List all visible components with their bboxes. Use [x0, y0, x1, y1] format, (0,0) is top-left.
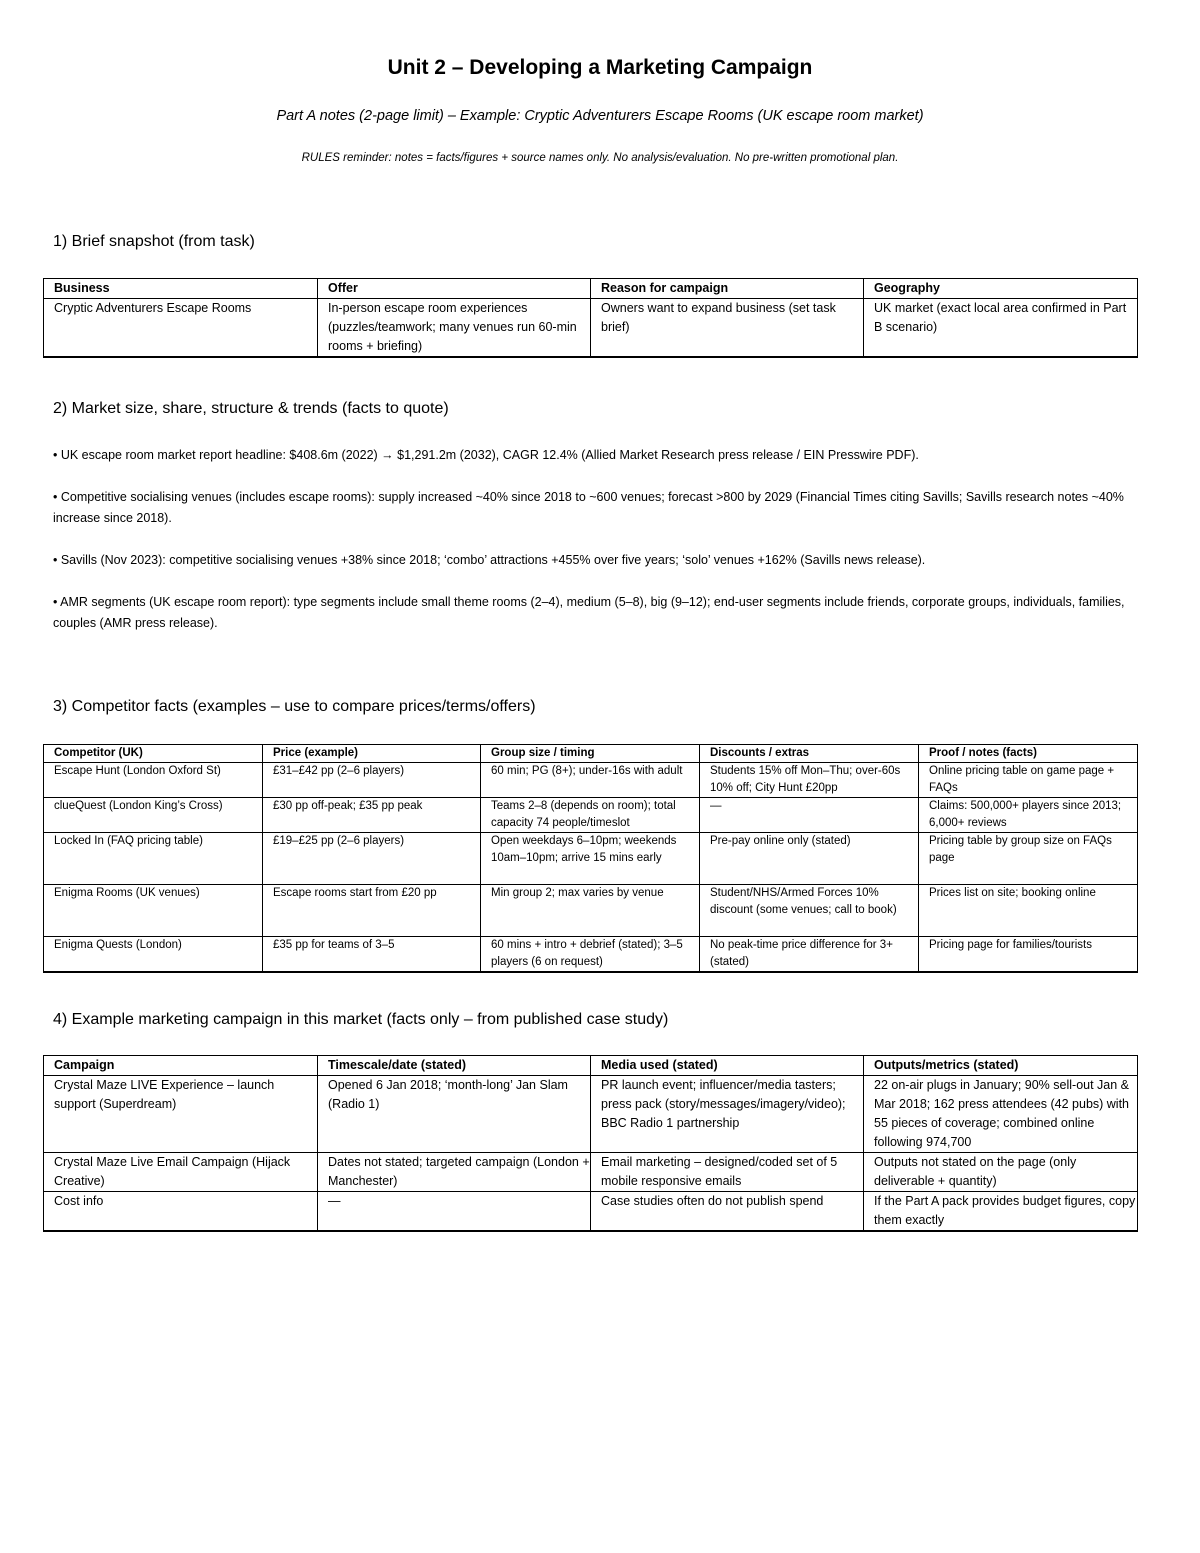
table-cell: Pricing table by group size on FAQs page [919, 833, 1138, 885]
table-cell: Pricing page for families/tourists [919, 937, 1138, 973]
table-row [44, 833, 1138, 885]
header-cell: Offer [318, 279, 591, 299]
table-cell: Teams 2–8 (depends on room); total capacity 74 people/timeslot [481, 798, 700, 833]
table-cell: Online pricing table on game page + FAQs [919, 763, 1138, 798]
table-cell: 60 mins + intro + debrief (stated); 3–5 players (6 on request) [481, 937, 700, 973]
header-cell: Proof / notes (facts) [919, 745, 1138, 763]
header-cell: Geography [864, 279, 1138, 299]
table-row [44, 885, 1138, 937]
table-header-row [44, 745, 1138, 763]
table-cell: — [700, 798, 919, 833]
campaign-table [43, 1055, 1138, 1232]
bullet-item: • AMR segments (UK escape room report): type segments include small theme rooms (2–4), medium (5–8), big (9–12); end-user segments include friends, corporate groups, individuals, families, couples (AMR press release). [53, 595, 1125, 630]
table-cell: Escape rooms start from £20 pp [263, 885, 481, 937]
header-cell: Campaign [44, 1056, 318, 1076]
table-cell: Pre-pay online only (stated) [700, 833, 919, 885]
table-cell: UK market (exact local area confirmed in Part B scenario) [864, 299, 1138, 358]
table-cell: £30 pp off-peak; £35 pp peak [263, 798, 481, 833]
document-title: Unit 2 – Developing a Marketing Campaign [387, 56, 813, 79]
table-cell: Outputs not stated on the page (only deliverable + quantity) [864, 1153, 1138, 1192]
table-cell: — [318, 1192, 591, 1232]
table-cell: Student/NHS/Armed Forces 10% discount (some venues; call to book) [700, 885, 919, 937]
table-cell: Owners want to expand business (set task brief) [591, 299, 864, 358]
table-cell: Case studies often do not publish spend [591, 1192, 864, 1232]
snapshot-table [43, 278, 1138, 358]
table-header-row [44, 1056, 1138, 1076]
table-cell: Cryptic Adventurers Escape Rooms [44, 299, 318, 358]
table-row [44, 1192, 1138, 1232]
document-subtitle: Part A notes (2-page limit) – Example: Cryptic Adventurers Escape Rooms (UK escape room market) [276, 108, 924, 124]
table-cell: Crystal Maze LIVE Experience – launch support (Superdream) [44, 1076, 318, 1153]
table-row [44, 1076, 1138, 1153]
bullet-item: • Savills (Nov 2023): competitive socialising venues +38% since 2018; ‘combo’ attractions +455% over five years; ‘solo’ venues +162% (Savills news release). [53, 553, 926, 567]
section-4-heading: 4) Example marketing campaign in this market (facts only – from published case study) [53, 1011, 669, 1028]
table-cell: Prices list on site; booking online [919, 885, 1138, 937]
rules-reminder: RULES reminder: notes = facts/figures + source names only. No analysis/evaluation. No pre-written promotional plan. [301, 152, 899, 164]
header-cell: Price (example) [263, 745, 481, 763]
competitor-table [43, 744, 1138, 973]
table-cell: £31–£42 pp (2–6 players) [263, 763, 481, 798]
table-cell: No peak-time price difference for 3+ (stated) [700, 937, 919, 973]
table-cell: Opened 6 Jan 2018; ‘month-long’ Jan Slam (Radio 1) [318, 1076, 591, 1153]
table-cell: Escape Hunt (London Oxford St) [44, 763, 263, 798]
table-cell: 60 min; PG (8+); under-16s with adult [481, 763, 700, 798]
table-cell: Email marketing – designed/coded set of 5 mobile responsive emails [591, 1153, 864, 1192]
table-cell: Locked In (FAQ pricing table) [44, 833, 263, 885]
header-cell: Media used (stated) [591, 1056, 864, 1076]
table-row [44, 937, 1138, 973]
header-cell: Business [44, 279, 318, 299]
table-cell: 22 on-air plugs in January; 90% sell-out Jan & Mar 2018; 162 press attendees (42 pubs) with 55 pieces of coverage; combined online following 974,700 [864, 1076, 1138, 1153]
table-cell: Students 15% off Mon–Thu; over-60s 10% off; City Hunt £20pp [700, 763, 919, 798]
header-cell: Reason for campaign [591, 279, 864, 299]
header-cell: Timescale/date (stated) [318, 1056, 591, 1076]
table-cell: Enigma Rooms (UK venues) [44, 885, 263, 937]
table-cell: £35 pp for teams of 3–5 [263, 937, 481, 973]
table-cell: Claims: 500,000+ players since 2013; 6,000+ reviews [919, 798, 1138, 833]
header-cell: Discounts / extras [700, 745, 919, 763]
table-header-row [44, 279, 1138, 299]
table-cell: Open weekdays 6–10pm; weekends 10am–10pm; arrive 15 mins early [481, 833, 700, 885]
table-row [44, 763, 1138, 798]
section-2-heading: 2) Market size, share, structure & trends (facts to quote) [53, 400, 449, 417]
header-cell: Group size / timing [481, 745, 700, 763]
table-cell: If the Part A pack provides budget figures, copy them exactly [864, 1192, 1138, 1232]
table-row [44, 1153, 1138, 1192]
section-3-heading: 3) Competitor facts (examples – use to compare prices/terms/offers) [53, 698, 536, 715]
table-cell: In-person escape room experiences (puzzles/teamwork; many venues run 60-min rooms + briefing) [318, 299, 591, 358]
table-row [44, 798, 1138, 833]
table-cell: clueQuest (London King’s Cross) [44, 798, 263, 833]
table-cell: Min group 2; max varies by venue [481, 885, 700, 937]
table-cell: £19–£25 pp (2–6 players) [263, 833, 481, 885]
bullet-item: • UK escape room market report headline: $408.6m (2022) → $1,291.2m (2032), CAGR 12.4% (Allied Market Research press release / EIN Presswire PDF). [53, 448, 919, 462]
bullet-item: • Competitive socialising venues (includes escape rooms): supply increased ~40% since 2018 to ~600 venues; forecast >800 by 2029 (Financial Times citing Savills; Savills research notes ~40% increase since 2018). [53, 490, 1124, 525]
header-cell: Outputs/metrics (stated) [864, 1056, 1138, 1076]
section-1-heading: 1) Brief snapshot (from task) [53, 233, 255, 250]
table-cell: Crystal Maze Live Email Campaign (Hijack Creative) [44, 1153, 318, 1192]
header-cell: Competitor (UK) [44, 745, 263, 763]
table-cell: PR launch event; influencer/media tasters; press pack (story/messages/imagery/video); BBC Radio 1 partnership [591, 1076, 864, 1153]
table-cell: Enigma Quests (London) [44, 937, 263, 973]
table-cell: Cost info [44, 1192, 318, 1232]
table-cell: Dates not stated; targeted campaign (London + Manchester) [318, 1153, 591, 1192]
table-row [44, 299, 1138, 358]
